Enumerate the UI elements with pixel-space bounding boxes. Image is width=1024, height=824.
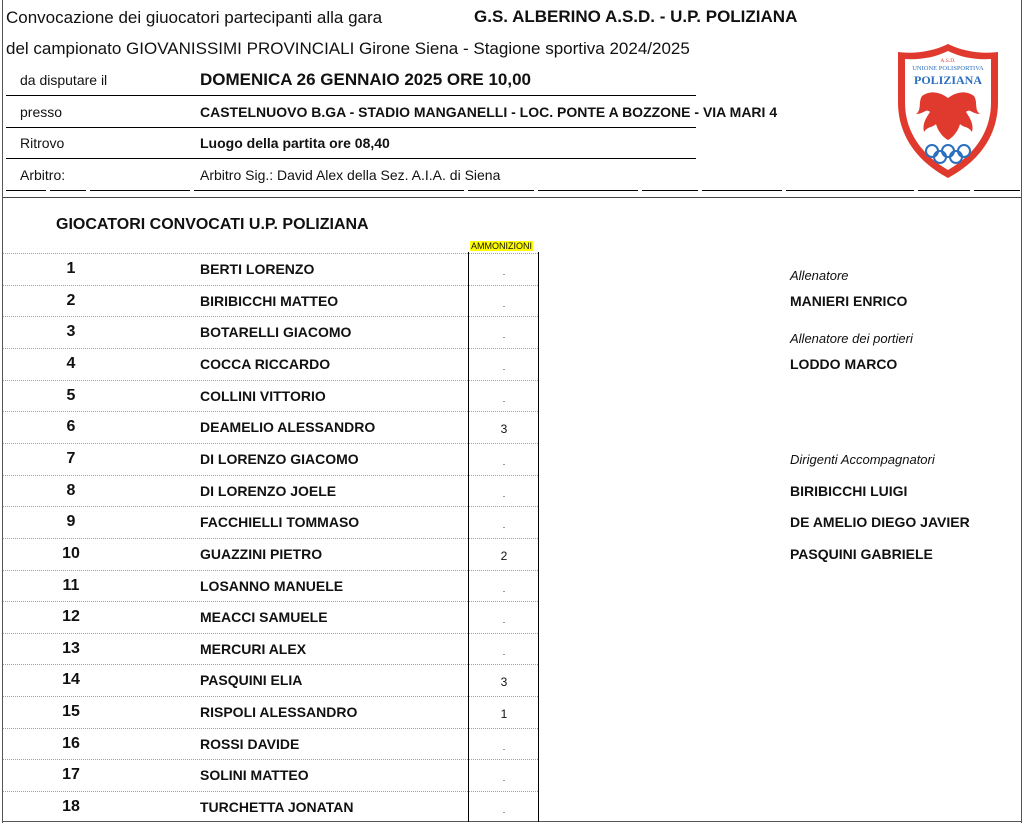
- player-row: [3, 538, 538, 571]
- player-name: SOLINI MATTEO: [200, 767, 309, 784]
- player-name: MERCURI ALEX: [200, 640, 307, 657]
- player-name: RISPOLI ALESSANDRO: [200, 704, 358, 721]
- player-warnings: 3: [500, 422, 508, 437]
- player-warnings: .: [502, 646, 506, 657]
- player-warnings: .: [502, 330, 506, 341]
- player-name: DEAMELIO ALESSANDRO: [200, 419, 376, 436]
- referee-label: Arbitro:: [20, 167, 66, 183]
- player-row: [3, 664, 538, 697]
- player-warnings: .: [502, 488, 506, 499]
- player-warnings: 2: [500, 548, 508, 563]
- player-warnings: .: [502, 393, 506, 404]
- meeting-label: Ritrovo: [20, 135, 65, 151]
- warnings-column-header: AMMONIZIONI: [471, 241, 532, 251]
- championship-line: del campionato GIOVANISSIMI PROVINCIALI Girone Siena - Stagione sportiva 2024/2025: [6, 39, 690, 58]
- gk-coach-name: LODDO MARCO: [790, 356, 898, 372]
- frame-right-border: [1021, 0, 1022, 823]
- player-warnings: .: [502, 267, 506, 277]
- player-row: [3, 475, 538, 508]
- player-number: 17: [62, 766, 80, 784]
- player-name: LOSANNO MANUELE: [200, 577, 344, 594]
- player-row: [3, 601, 538, 634]
- player-name: ROSSI DAVIDE: [200, 735, 300, 752]
- player-name: COCCA RICCARDO: [200, 355, 331, 372]
- player-name: DI LORENZO GIACOMO: [200, 450, 359, 467]
- player-name: COLLINI VITTORIO: [200, 387, 326, 404]
- logo-text-poliziana: POLIZIANA: [913, 73, 982, 87]
- info-row-divider: [6, 95, 696, 96]
- player-row: [3, 411, 538, 444]
- player-warnings: .: [502, 520, 506, 531]
- player-number: 13: [62, 639, 80, 657]
- coach-label: Allenatore: [790, 268, 849, 283]
- player-warnings: .: [502, 456, 506, 467]
- player-warnings: 1: [500, 707, 508, 722]
- player-name: BOTARELLI GIACOMO: [200, 324, 352, 341]
- player-warnings: .: [502, 805, 506, 816]
- player-warnings: .: [502, 773, 506, 784]
- player-number: 11: [62, 576, 80, 594]
- player-number: 4: [66, 354, 76, 372]
- player-name: BERTI LORENZO: [200, 261, 315, 277]
- player-row: [3, 759, 538, 792]
- referee-value: Arbitro Sig.: David Alex della Sez. A.I.A. di Siena: [200, 167, 501, 183]
- player-number: 9: [66, 513, 76, 531]
- managers-label: Dirigenti Accompagnatori: [790, 452, 935, 467]
- player-row: [3, 633, 538, 666]
- player-warnings: 3: [500, 675, 508, 690]
- venue-label: presso: [20, 104, 63, 120]
- venue-value: CASTELNUOVO B.GA - STADIO MANGANELLI - LOC. PONTE A BOZZONE - VIA MARI 4: [200, 104, 778, 120]
- player-name: BIRIBICCHI MATTEO: [200, 292, 339, 309]
- player-row: [3, 253, 538, 286]
- player-warnings: .: [502, 741, 506, 752]
- player-number: 10: [62, 544, 80, 562]
- player-row: [3, 506, 538, 539]
- manager-name: BIRIBICCHI LUIGI: [790, 483, 908, 499]
- player-warnings: .: [502, 298, 506, 309]
- convocation-line: Convocazione dei giuocatori partecipanti alla gara: [6, 8, 383, 27]
- meeting-value: Luogo della partita ore 08,40: [200, 135, 390, 151]
- player-warnings: .: [502, 615, 506, 626]
- player-row: [3, 696, 538, 729]
- player-number: 1: [66, 260, 76, 277]
- player-row: [3, 570, 538, 603]
- player-number: 7: [66, 449, 76, 467]
- info-row-divider: [6, 127, 696, 128]
- gk-coach-label: Allenatore dei portieri: [790, 331, 913, 346]
- players-section-title: GIOCATORI CONVOCATI U.P. POLIZIANA: [56, 216, 369, 233]
- section-divider: [3, 197, 1021, 198]
- player-number: 8: [66, 481, 76, 499]
- player-number: 12: [62, 608, 80, 626]
- manager-name: DE AMELIO DIEGO JAVIER: [790, 514, 970, 530]
- player-name: GUAZZINI PIETRO: [200, 545, 323, 562]
- player-number: 3: [66, 323, 76, 341]
- player-warnings: .: [502, 583, 506, 594]
- player-number: 5: [66, 386, 76, 404]
- player-row: [3, 380, 538, 413]
- match-title: G.S. ALBERINO A.S.D. - U.P. POLIZIANA: [474, 7, 798, 26]
- player-number: 6: [66, 418, 76, 436]
- player-number: 18: [62, 798, 80, 816]
- player-name: PASQUINI ELIA: [200, 672, 303, 689]
- manager-name: PASQUINI GABRIELE: [790, 546, 933, 562]
- player-row: [3, 348, 538, 381]
- logo-text-asd: A.S.D.: [940, 58, 956, 64]
- player-name: FACCHIELLI TOMMASO: [200, 514, 360, 531]
- player-row: [3, 791, 538, 824]
- coach-name: MANIERI ENRICO: [790, 293, 908, 309]
- player-number: 2: [66, 291, 76, 309]
- info-row-divider: [6, 158, 696, 159]
- date-label: da disputare il: [20, 72, 108, 88]
- player-warnings: .: [502, 361, 506, 372]
- player-row: [3, 316, 538, 349]
- player-row: [3, 285, 538, 318]
- date-value: DOMENICA 26 GENNAIO 2025 ORE 10,00: [200, 70, 531, 89]
- logo-text-union: UNIONE POLISPORTIVA: [912, 65, 984, 72]
- player-name: TURCHETTA JONATAN: [200, 799, 354, 816]
- player-row: [3, 728, 538, 761]
- player-name: DI LORENZO JOELE: [200, 482, 337, 499]
- player-number: 16: [62, 734, 80, 752]
- player-number: 15: [62, 703, 80, 721]
- player-row: [3, 443, 538, 476]
- player-number: 14: [62, 671, 80, 689]
- player-name: MEACCI SAMUELE: [200, 609, 328, 626]
